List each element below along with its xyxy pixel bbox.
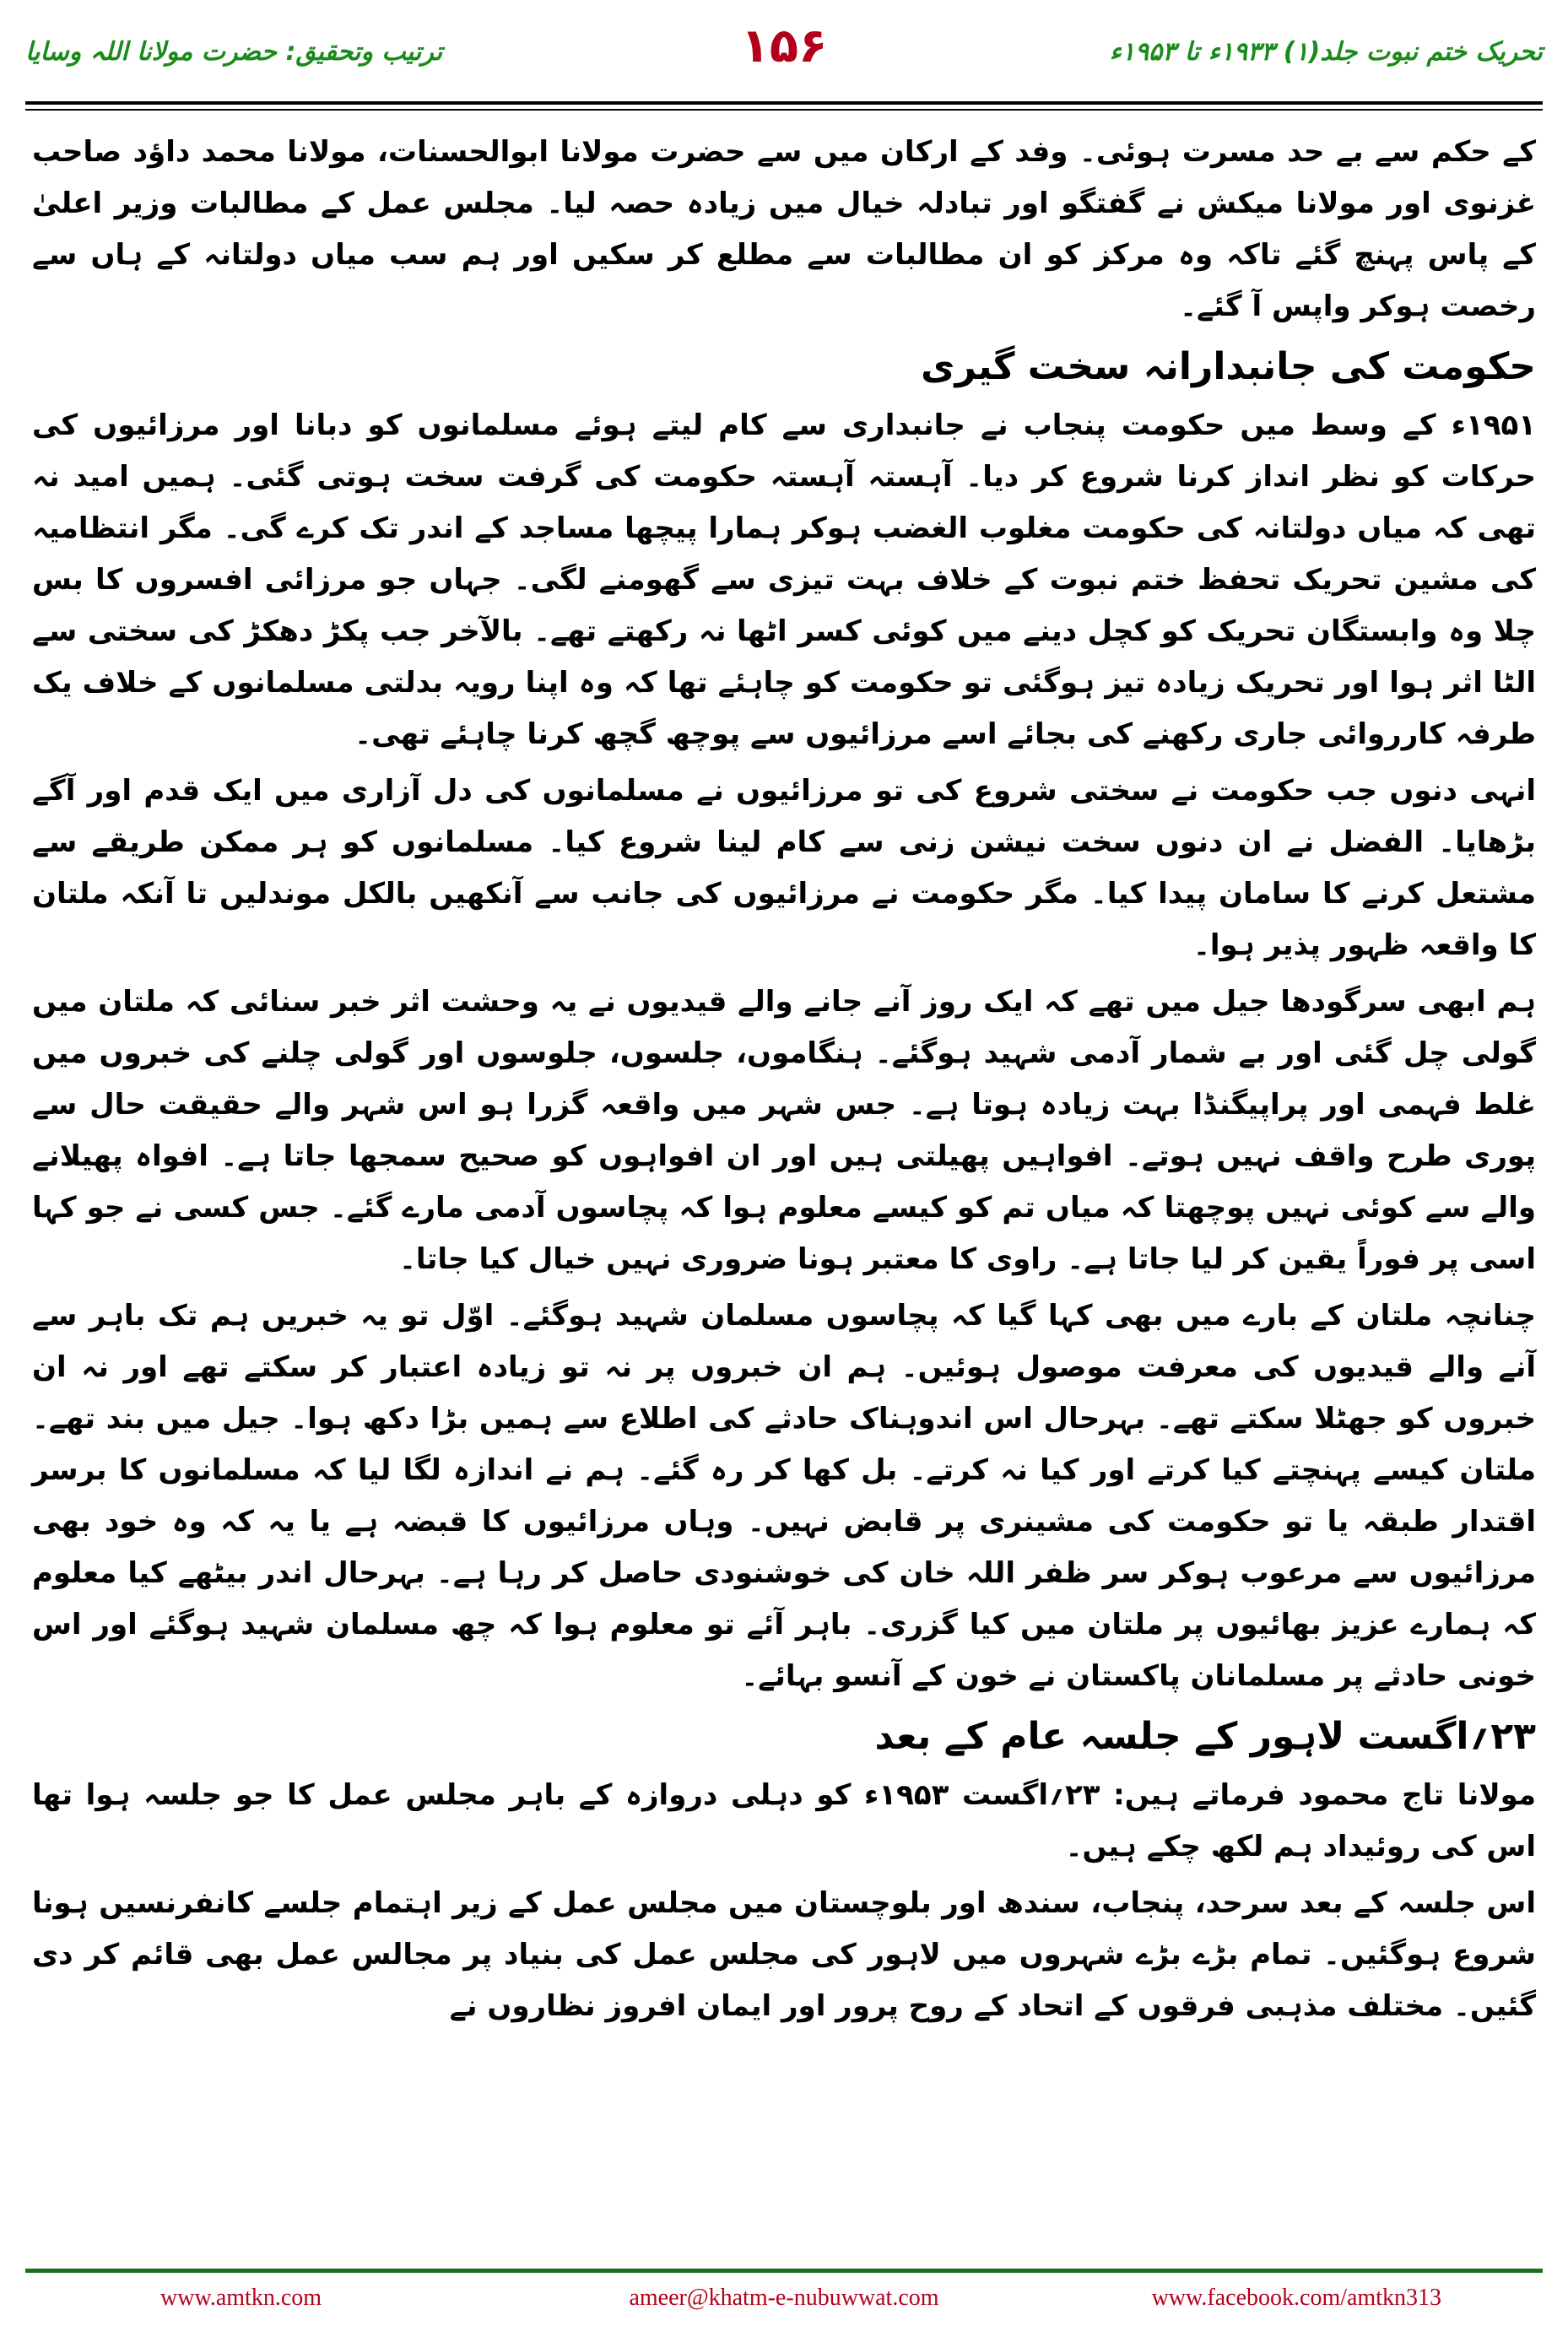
page-body [32,127,1536,2215]
page-footer [25,2280,1543,2317]
email-link[interactable]: ameer@khatm-e-nubuwwat.com [629,2285,939,2311]
section-heading: حکومت کی جانبدارانہ سخت گیری [921,345,1536,388]
header-rule-thin [25,109,1543,111]
website-link[interactable]: www.amtkn.com [160,2285,322,2311]
paragraph: چنانچہ ملتان کے بارے میں بھی کہا گیا کہ پچاسوں مسلمان شہید ہوگئے۔ اوّل تو یہ خبریں ہم تک باہر سے آنے والے قیدیوں کی معرفت موصول ہوئیں۔ ہم ان خبروں پر نہ تو زیادہ اعتبار کر سکتے تھے اور نہ ان خبروں کو جھٹلا سکتے تھے۔ بہرحال اس اندوہناک حادثے کی اطلاع سے ہمیں بڑا دکھ ہوا۔ جیل میں بند تھے۔ ملتان کیسے پہنچتے کیا کرتے اور کیا نہ کرتے۔ بل کھا کر رہ گئے۔ ہم نے اندازہ لگا لیا کہ مسلمانوں کا برسر اقتدار طبقہ یا تو حکومت کی مشینری پر قابض نہیں۔ وہاں مرزائیوں کا قبضہ ہے یا یہ کہ وہ خود بھی مرزائیوں سے مرعوب ہوکر سر ظفر اللہ خان کی خوشنودی حاصل کر رہا ہے۔ بہرحال اندر بیٹھے کیا معلوم کہ ہمارے عزیز بھائیوں پر ملتان میں کیا گزری۔ باہر آئے تو معلوم ہوا کہ چھ مسلمان شہید ہوگئے اور اس خونی حادثے پر مسلمانان پاکستان نے خون کے آنسو بہائے۔ [32,1299,1537,1693]
paragraph: اس جلسہ کے بعد سرحد، پنجاب، سندھ اور بلوچستان میں مجلس عمل کے زیر اہتمام جلسے کانفرنسیں ہونا شروع ہوگئیں۔ تمام بڑے بڑے شہروں میں لاہور کی مجلس عمل کی بنیاد پر مجالس عمل بھی قائم کر دی گئیں۔ مختلف مذہبی فرقوں کے اتحاد کے روح پرور اور ایمان افروز نظاروں نے [32,1886,1536,2023]
book-title: تحریک ختم نبوت جلد(۱) ۱۹۳۳ء تا ۱۹۵۳ء [1109,37,1543,67]
section-heading: ۲۳؍اگست لاہور کے جلسہ عام کے بعد [874,1715,1536,1758]
page-number: ۱۵۶ [740,19,828,73]
paragraph: انہی دنوں جب حکومت نے سختی شروع کی تو مرزائیوں نے مسلمانوں کی دل آزاری میں ایک قدم اور آگے بڑھایا۔ الفضل نے ان دنوں سخت نیشن زنی سے کام لینا شروع کیا۔ مسلمانوں کو ہر ممکن طریقے سے مشتعل کرنے کا سامان پیدا کیا۔ مگر حکومت نے مرزائیوں کی جانب سے آنکھیں بالکل موندلیں تا آنکہ ملتان کا واقعہ ظہور پذیر ہوا۔ [32,774,1536,962]
facebook-link[interactable]: www.facebook.com/amtkn313 [1151,2285,1441,2311]
paragraph: کے حکم سے بے حد مسرت ہوئی۔ وفد کے ارکان میں سے حضرت مولانا ابوالحسنات، مولانا محمد داؤد صاحب غزنوی اور مولانا میکش نے گفتگو اور تبادلہ خیال میں زیادہ حصہ لیا۔ مجلس عمل کے مطالبات وزیر اعلیٰ کے پاس پہنچ گئے تاکہ وہ مرکز کو ان مطالبات سے مطلع کر سکیں اور ہم سب میاں دولتانہ کے ہاں سے رخصت ہوکر واپس آ گئے۔ [32,135,1536,323]
paragraph: مولانا تاج محمود فرماتے ہیں: ۲۳؍اگست ۱۹۵۳ء کو دہلی دروازہ کے باہر مجلس عمل کا جو جلسہ ہوا تھا اس کی روئیداد ہم لکھ چکے ہیں۔ [32,1778,1537,1863]
footer-rule [25,2269,1543,2273]
page-header [25,19,1543,95]
paragraph: ۱۹۵۱ء کے وسط میں حکومت پنجاب نے جانبداری سے کام لیتے ہوئے مسلمانوں کو دبانا اور مرزائیوں کی حرکات کو نظر انداز کرنا شروع کر دیا۔ آہستہ آہستہ حکومت کی گرفت سخت ہوتی گئی۔ ہمیں امید نہ تھی کہ میاں دولتانہ کی حکومت مغلوب الغضب ہوکر ہمارا پیچھا مساجد کے اندر تک کرے گی۔ مگر انتظامیہ کی مشین تحریک تحفظ ختم نبوت کے خلاف بہت تیزی سے گھومنے لگی۔ جہاں جو مرزائی افسروں کا بس چلا وہ وابستگان تحریک کو کچل دینے میں کوئی کسر اٹھا نہ رکھتے تھے۔ بالآخر جب پکڑ دھکڑ کی سختی سے الٹا اثر ہوا اور تحریک زیادہ تیز ہوگئی تو حکومت کو چاہئے تھا کہ وہ اپنا رویہ بدلتی مسلمانوں کے خلاف یک طرفہ کارروائی جاری رکھنے کی بجائے اسے مرزائیوں سے پوچھ گچھ کرنا چاہئے تھی۔ [32,408,1536,751]
header-rule [25,101,1543,105]
paragraph: ہم ابھی سرگودھا جیل میں تھے کہ ایک روز آنے جانے والے قیدیوں نے یہ وحشت اثر خبر سنائی کہ ملتان میں گولی چل گئی اور بے شمار آدمی شہید ہوگئے۔ ہنگاموں، جلسوں، جلوسوں اور گولی چلنے کی خبروں میں غلط فہمی اور پراپیگنڈا بہت زیادہ ہوتا ہے۔ جس شہر میں واقعہ گزرا ہو اس شہر والے حقیقت حال سے پوری طرح واقف نہیں ہوتے۔ افواہیں پھیلتی ہیں اور ان افواہوں کو صحیح سمجھا جاتا ہے۔ افواہ پھیلانے والے سے کوئی نہیں پوچھتا کہ میاں تم کو کیسے معلوم ہوا کہ پچاسوں آدمی مارے گئے۔ جس کسی نے جو کہا اسی پر فوراً یقین کر لیا جاتا ہے۔ راوی کا معتبر ہونا ضروری نہیں خیال کیا جاتا۔ [32,985,1536,1276]
compiler-credit: ترتیب وتحقیق: حضرت مولانا اللہ وسایا [25,37,443,67]
